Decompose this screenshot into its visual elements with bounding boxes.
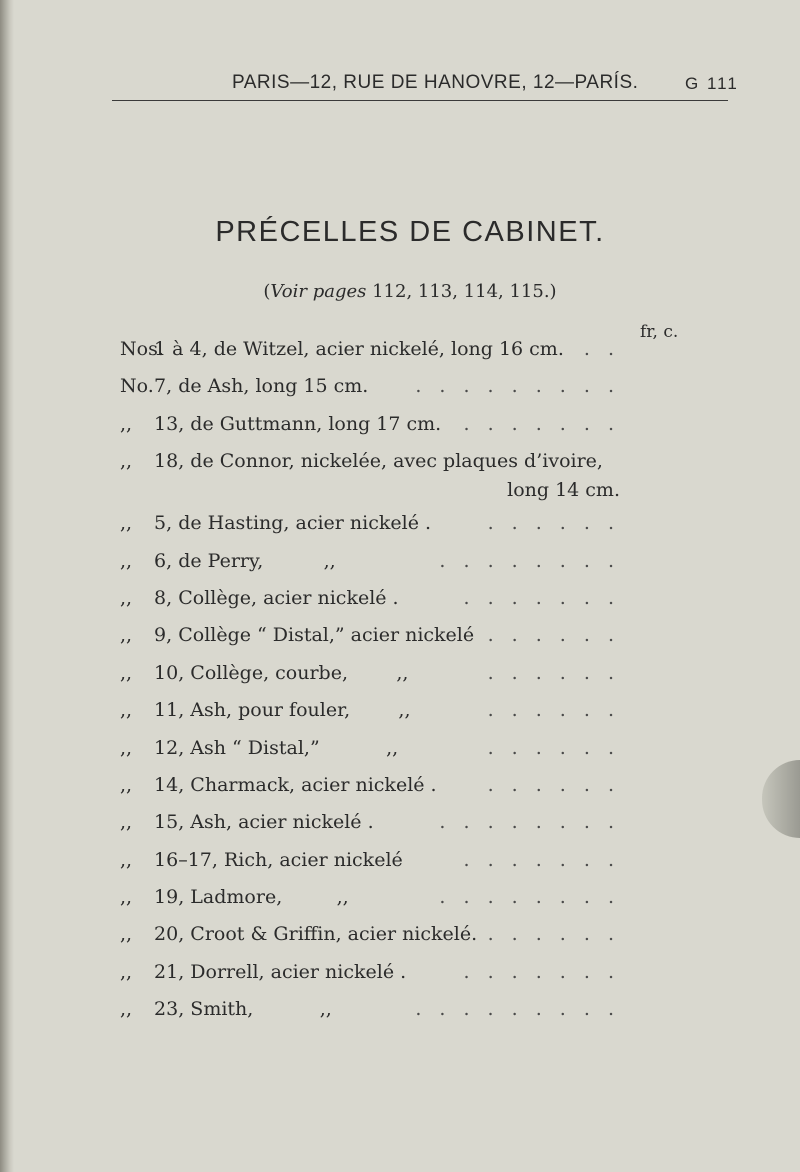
- header-rule: [112, 100, 728, 101]
- entry-leader: . . . . . . . . .: [415, 375, 620, 398]
- entry-mark: ,,: [120, 450, 133, 473]
- subtitle-italic: Voir pages: [270, 281, 367, 302]
- entry-mark: ,,: [120, 886, 133, 909]
- list-item: [120, 373, 620, 410]
- page-binding-edge: [0, 0, 14, 1172]
- entry-text: 13, de Guttmann, long 17 cm.: [154, 412, 442, 435]
- page-smudge: [762, 760, 800, 838]
- entry-text: 19, Ladmore, ,,: [154, 886, 349, 909]
- entry-leader: . . . . . .: [487, 512, 620, 535]
- list-item: [120, 809, 620, 846]
- entry-mark: ,,: [120, 923, 133, 946]
- subtitle-pages: 112, 113, 114, 115.): [366, 281, 557, 302]
- entry-leader: . . . . . .: [487, 736, 620, 759]
- list-item: [120, 585, 620, 622]
- entry-text: 12, Ash “ Distal,” ,,: [154, 736, 399, 759]
- entry-mark: ,,: [120, 811, 133, 834]
- list-item: [120, 548, 620, 585]
- entry-text: 1 à 4, de Witzel, acier nickelé, long 16 cm.: [154, 338, 564, 360]
- page-title: PRÉCELLES DE CABINET.: [215, 216, 605, 248]
- entry-leader: . . . . . .: [487, 661, 620, 684]
- entry-mark: ,,: [120, 848, 133, 871]
- entry-text: 20, Croot & Griffin, acier nickelé.: [154, 923, 478, 946]
- entry-leader: . . . . . . .: [463, 412, 620, 435]
- entry-continuation: long 14 cm.: [507, 479, 620, 502]
- catalog-list: [120, 336, 620, 1034]
- entry-leader: . . . . . .: [487, 699, 620, 722]
- list-item: [120, 411, 620, 448]
- entry-mark: ,,: [120, 412, 133, 435]
- entry-leader: . . . . . .: [487, 923, 620, 946]
- entry-text: 8, Collège, acier nickelé .: [154, 586, 399, 609]
- list-item: [120, 735, 620, 772]
- entry-mark: ,,: [120, 736, 133, 759]
- entry-mark: ,,: [120, 661, 133, 684]
- list-item: [120, 622, 620, 659]
- list-item: [120, 660, 620, 697]
- entry-leader: . . . . . . . .: [439, 886, 620, 909]
- entry-leader: . . . . . .: [487, 624, 620, 647]
- entry-text: 6, de Perry, ,,: [154, 549, 336, 572]
- entry-mark: ,,: [120, 773, 133, 796]
- list-item: [120, 959, 620, 996]
- entry-leader: . . . . . . . . .: [415, 998, 620, 1021]
- list-item: [120, 510, 620, 547]
- price-column-header: fr, c.: [640, 322, 679, 342]
- entry-text: 7, de Ash, long 15 cm.: [154, 375, 369, 398]
- entry-mark: ,,: [120, 998, 133, 1021]
- entry-mark: ,,: [120, 549, 133, 572]
- entry-text: 10, Collège, courbe, ,,: [154, 661, 409, 684]
- entry-leader: . .: [583, 338, 620, 360]
- list-item: [120, 336, 620, 373]
- header-address: PARIS—12, RUE DE HANOVRE, 12—PARÍS.: [232, 72, 639, 93]
- entry-text: 15, Ash, acier nickelé .: [154, 811, 374, 834]
- entry-mark: Nos.: [120, 338, 164, 360]
- entry-leader: . . . . . . .: [463, 848, 620, 871]
- list-item: [120, 847, 620, 884]
- entry-text: 18, de Connor, nickelée, avec plaques d’ivoire,: [154, 450, 603, 473]
- list-item: [120, 697, 620, 734]
- entry-mark: ,,: [120, 960, 133, 983]
- entry-text: 11, Ash, pour fouler, ,,: [154, 699, 411, 722]
- entry-mark: ,,: [120, 512, 133, 535]
- list-item: [120, 921, 620, 958]
- entry-text: 21, Dorrell, acier nickelé .: [154, 960, 407, 983]
- list-item: [120, 884, 620, 921]
- entry-text: 14, Charmack, acier nickelé .: [154, 773, 437, 796]
- entry-leader: . . . . . . .: [463, 960, 620, 983]
- list-item: [120, 448, 620, 510]
- entry-text: 23, Smith, ,,: [154, 998, 332, 1021]
- entry-text: 9, Collège “ Distal,” acier nickelé: [154, 624, 475, 647]
- entry-leader: . . . . . . . .: [439, 549, 620, 572]
- entry-text: 16–17, Rich, acier nickelé: [154, 848, 403, 871]
- running-header: [0, 72, 800, 102]
- header-page-code: G 111: [685, 74, 739, 93]
- page-subtitle: (Voir pages 112, 113, 114, 115.): [263, 281, 557, 302]
- entry-leader: . . . . . .: [487, 773, 620, 796]
- entry-leader: . . . . . . .: [463, 586, 620, 609]
- list-item: [120, 772, 620, 809]
- entry-text: 5, de Hasting, acier nickelé .: [154, 512, 432, 535]
- list-item: [120, 996, 620, 1033]
- entry-mark: ,,: [120, 624, 133, 647]
- entry-mark: No.: [120, 375, 154, 398]
- entry-mark: ,,: [120, 699, 133, 722]
- entry-mark: ,,: [120, 586, 133, 609]
- entry-leader: . . . . . . . .: [439, 811, 620, 834]
